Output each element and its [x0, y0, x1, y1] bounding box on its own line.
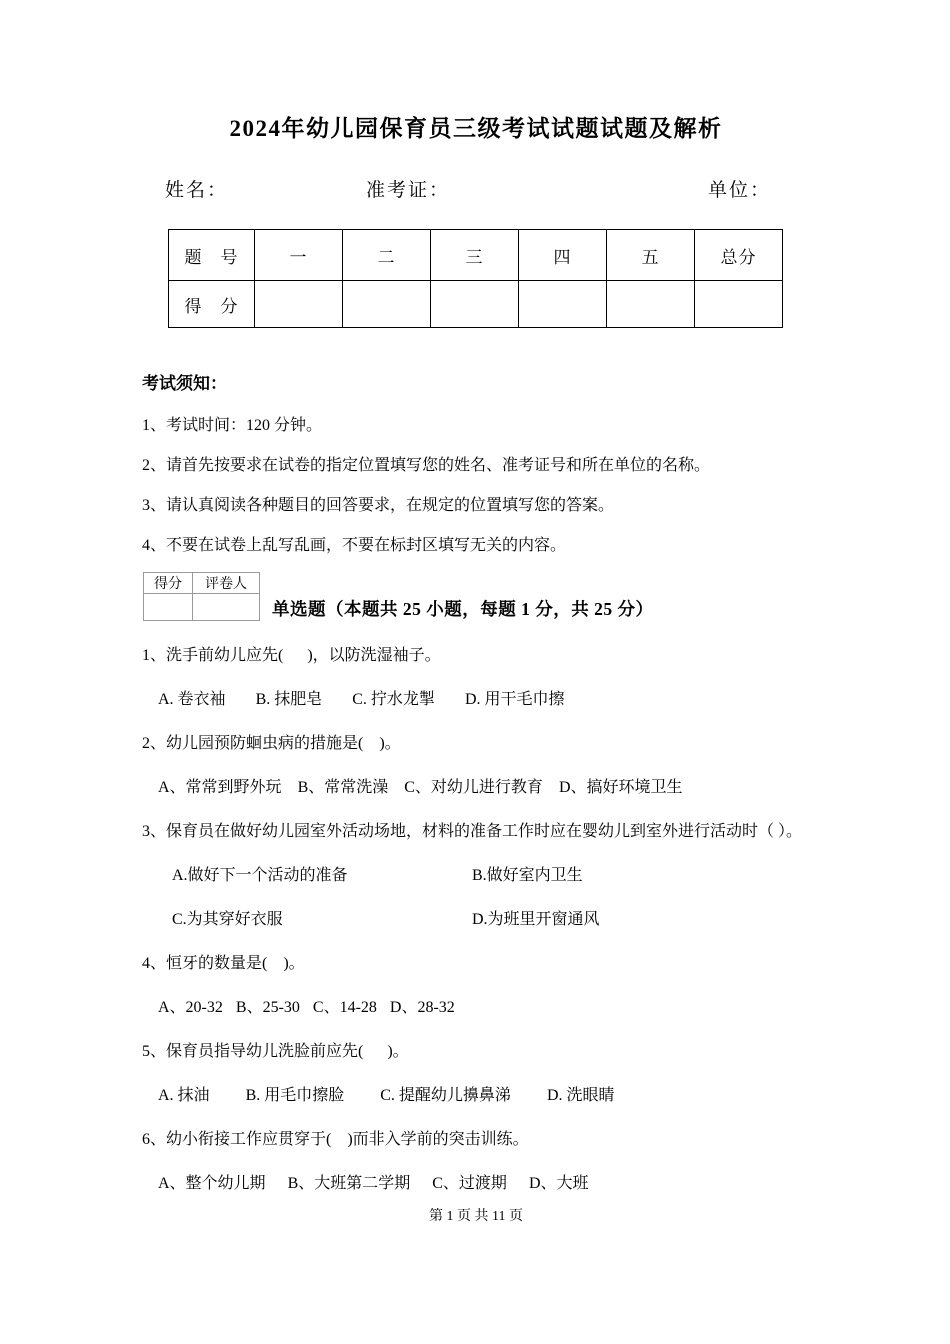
question-text: 3、保育员在做好幼儿园室外活动场地，材料的准备工作时应在婴幼儿到室外进行活动时（ ）。	[142, 823, 803, 840]
option-item: A、整个幼儿期	[158, 1175, 266, 1192]
option-item: D. 用干毛巾擦	[464, 691, 565, 708]
option-item: C. 拧水龙掣	[352, 691, 435, 708]
score-table-empty-cell	[255, 281, 343, 328]
option-item: A.做好下一个活动的准备	[172, 867, 348, 884]
admission-ticket-label: 准考证：	[366, 180, 451, 201]
question-3	[142, 820, 810, 932]
question-options	[172, 864, 810, 932]
question-6	[142, 1128, 810, 1196]
option-item: D.为班里开窗通风	[472, 911, 600, 928]
option-item: B. 用毛巾擦脸	[245, 1087, 345, 1104]
option-item: C.为其穿好衣服	[172, 911, 283, 928]
notice-item: 4、不要在试卷上乱写乱画，不要在标封区填写无关的内容。	[142, 537, 567, 554]
section-title: 单选题（本题共 25 小题，每题 1 分，共 25 分）	[272, 599, 654, 619]
option-item: D. 洗眼睛	[546, 1087, 615, 1104]
question-text: 2、幼儿园预防蛔虫病的措施是( )。	[142, 735, 401, 752]
score-table-header-cell: 题 号	[169, 230, 255, 281]
option-item: A. 卷衣袖	[158, 691, 226, 708]
question-text: 1、洗手前幼儿应先( )，以防洗湿袖子。	[142, 647, 441, 664]
option-item: C、对幼儿进行教育	[404, 779, 543, 796]
score-table-empty-cell	[695, 281, 783, 328]
question-5	[142, 1040, 810, 1108]
option-item: B. 抹肥皂	[255, 691, 323, 708]
score-summary-table	[168, 229, 783, 328]
score-table-header-cell: 总分	[695, 230, 783, 281]
question-4	[142, 952, 810, 1020]
option-item: B、大班第二学期	[287, 1175, 411, 1192]
score-table-header-cell: 二	[343, 230, 431, 281]
section-header-row	[142, 572, 810, 624]
page-title: 2024年幼儿园保育员三级考试试题试题及解析	[229, 116, 723, 141]
grader-label-cell: 评卷人	[193, 573, 260, 594]
score-table-header-cell: 三	[431, 230, 519, 281]
option-item: B、25-30	[235, 999, 300, 1016]
option-item: C. 提醒幼儿擤鼻涕	[380, 1087, 511, 1104]
question-options	[158, 688, 810, 712]
candidate-name-label: 姓名：	[165, 180, 229, 201]
work-unit-label: 单位：	[708, 180, 772, 201]
option-item: A. 抹油	[158, 1087, 210, 1104]
option-item: D、大班	[528, 1175, 589, 1192]
option-item: A、20-32	[158, 999, 223, 1016]
option-item: C、过渡期	[432, 1175, 507, 1192]
option-item: B.做好室内卫生	[472, 867, 583, 884]
score-table-empty-cell	[343, 281, 431, 328]
question-options	[158, 1172, 810, 1196]
grader-empty-cell	[193, 594, 260, 621]
score-table-empty-cell	[607, 281, 695, 328]
question-text: 6、幼小衔接工作应贯穿于( )而非入学前的突击训练。	[142, 1131, 529, 1148]
question-options	[158, 776, 810, 800]
option-item: D、28-32	[389, 999, 455, 1016]
question-text: 5、保育员指导幼儿洗脸前应先( )。	[142, 1043, 409, 1060]
score-label-cell: 得分	[144, 573, 193, 594]
question-text: 4、恒牙的数量是( )。	[142, 955, 305, 972]
score-table-empty-cell	[519, 281, 607, 328]
score-row-label-cell: 得 分	[169, 281, 255, 328]
option-item: A、常常到野外玩	[158, 779, 282, 796]
score-table-header-cell: 四	[519, 230, 607, 281]
exam-notice-title: 考试须知：	[142, 374, 227, 393]
score-table-header-cell: 五	[607, 230, 695, 281]
notice-item: 3、请认真阅读各种题目的回答要求，在规定的位置填写您的答案。	[142, 497, 615, 514]
question-1	[142, 644, 810, 712]
notice-item: 1、考试时间：120 分钟。	[142, 417, 323, 434]
question-2	[142, 732, 810, 800]
page-number-footer: 第 1 页 共 11 页	[429, 1209, 523, 1224]
grader-score-box	[143, 572, 260, 621]
candidate-info-row	[142, 178, 810, 204]
score-table-header-cell: 一	[255, 230, 343, 281]
option-item: D、搞好环境卫生	[558, 779, 683, 796]
score-table-empty-cell	[431, 281, 519, 328]
option-item: C、14-28	[312, 999, 377, 1016]
question-options	[158, 996, 810, 1020]
notice-item: 2、请首先按要求在试卷的指定位置填写您的姓名、准考证号和所在单位的名称。	[142, 457, 711, 474]
question-options	[158, 1084, 810, 1108]
score-empty-cell	[144, 594, 193, 621]
option-item: B、常常洗澡	[297, 779, 389, 796]
